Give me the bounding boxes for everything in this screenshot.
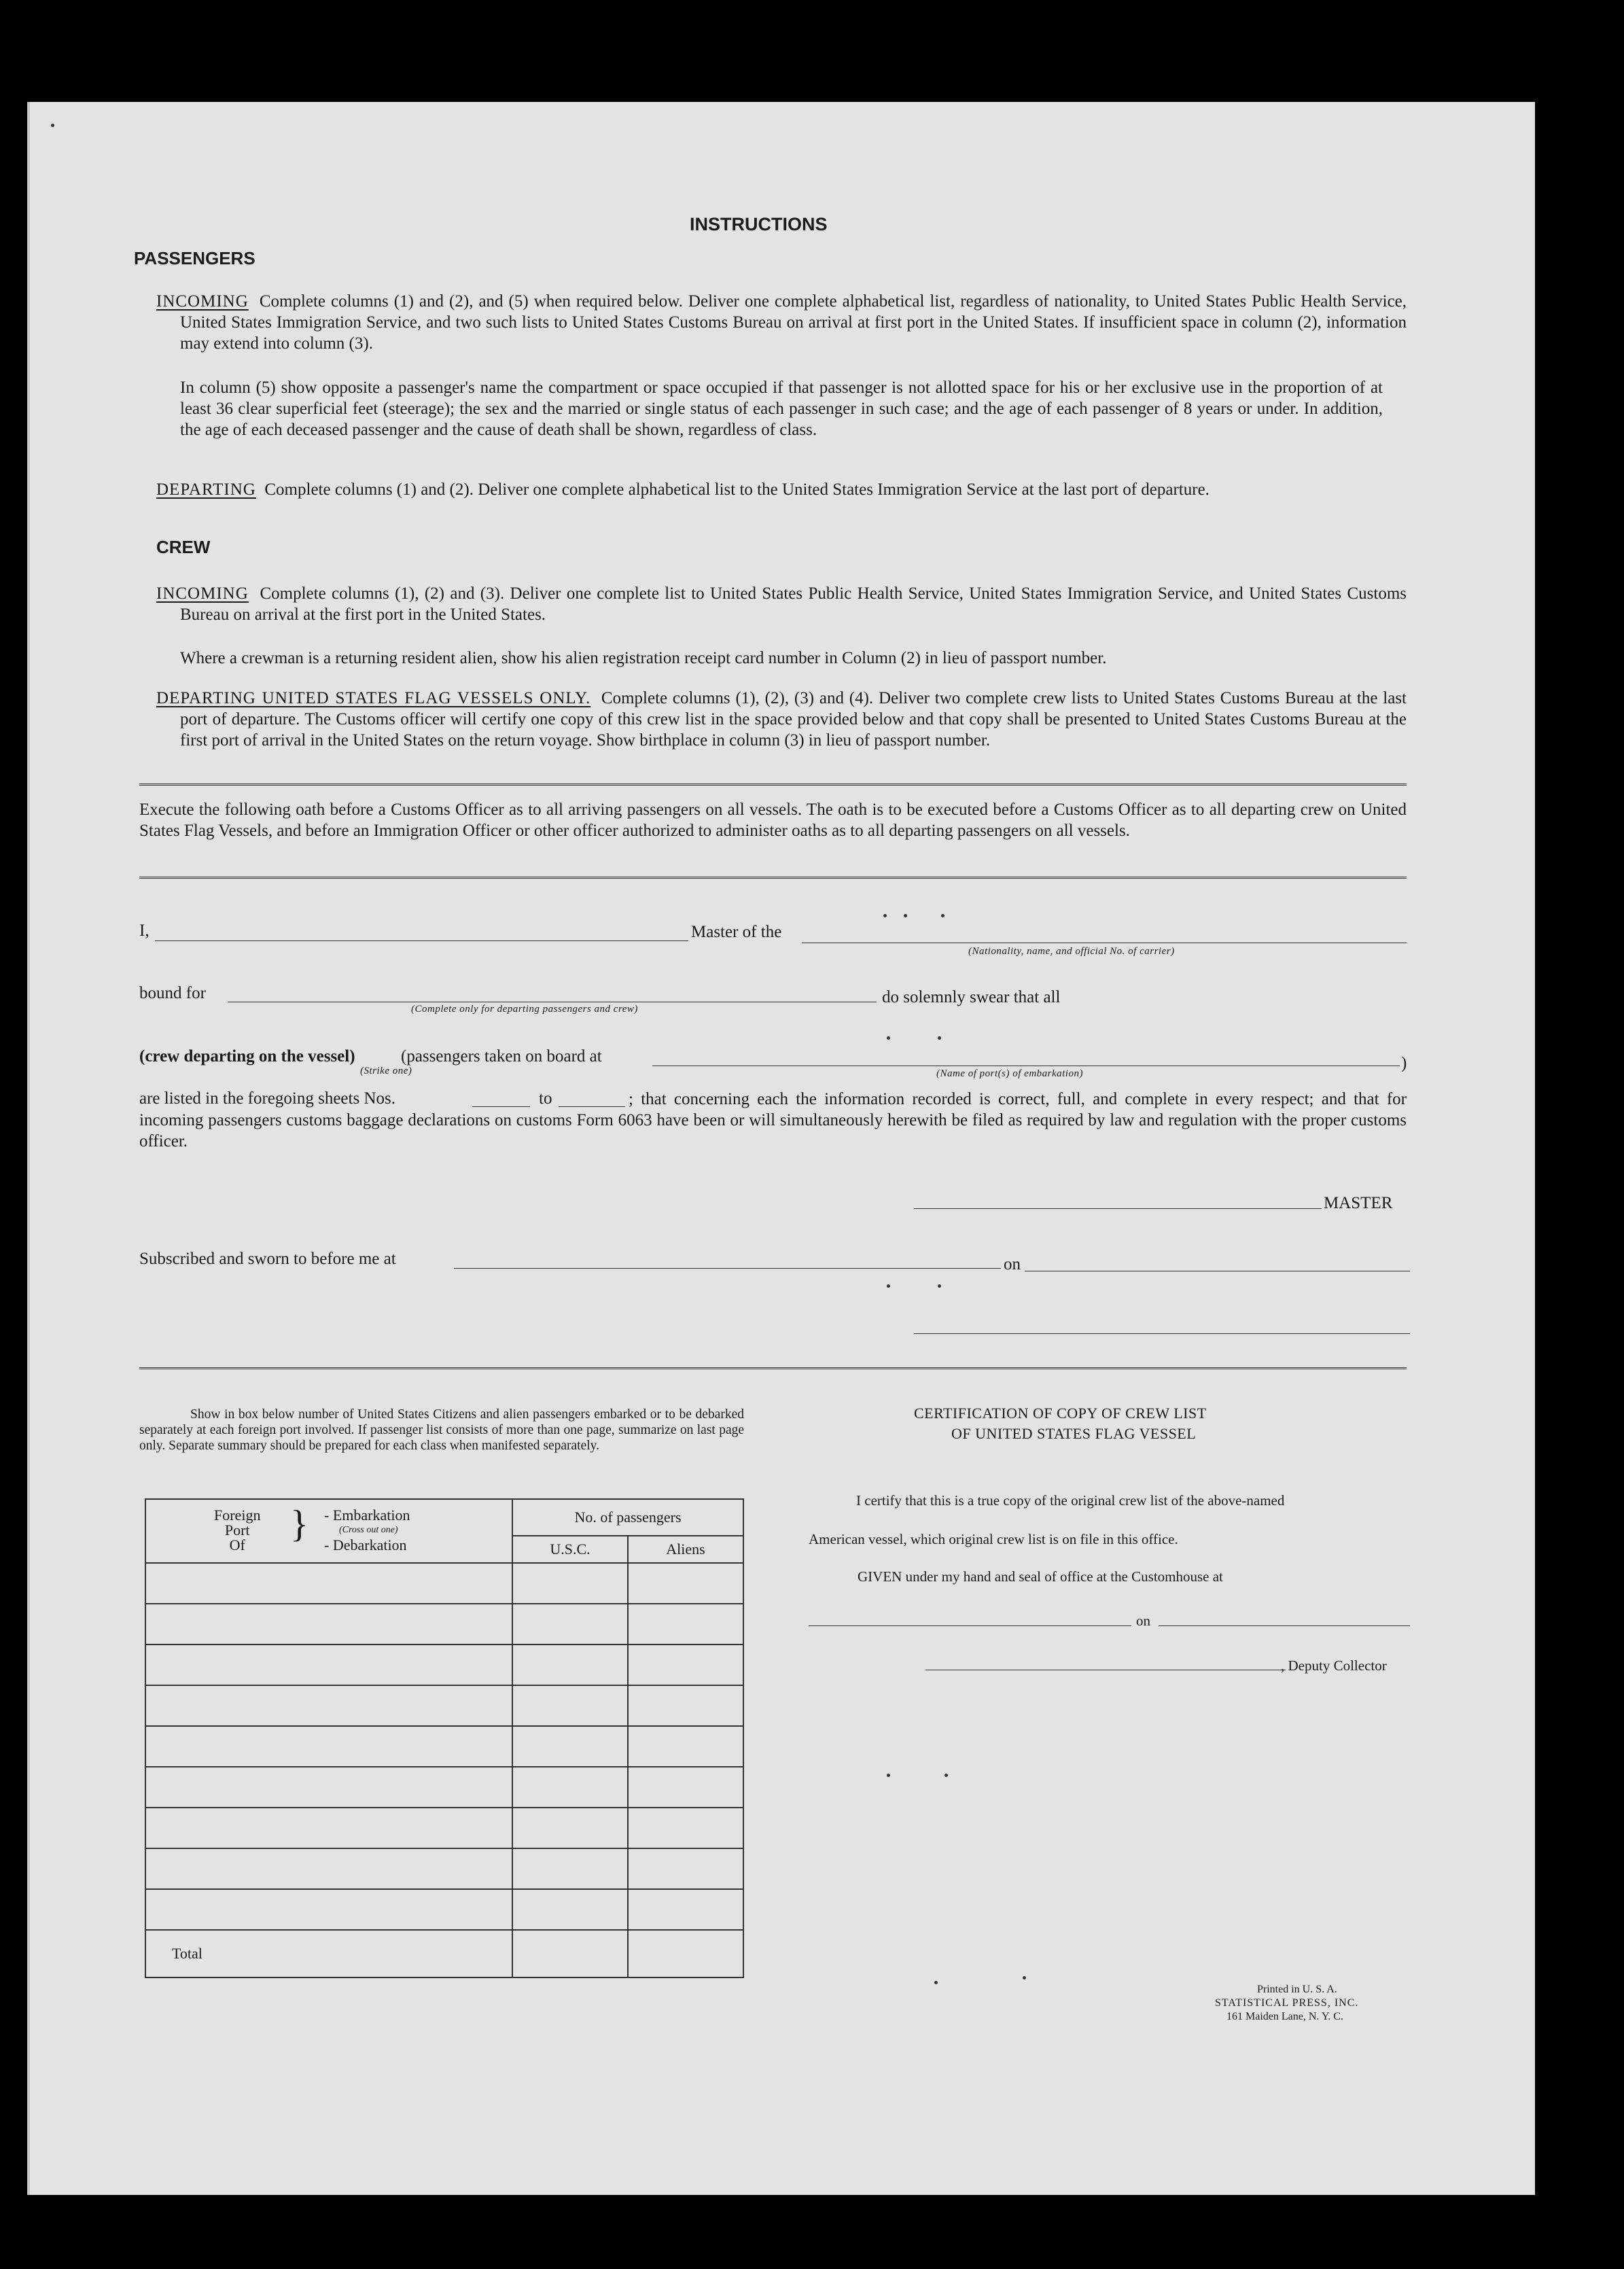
aliens-cell[interactable]: [628, 1848, 743, 1889]
given-text: GIVEN under my hand and seal of office at the Customhouse at: [858, 1568, 1223, 1585]
crew-incoming-label: INCOMING: [156, 584, 249, 603]
of-label: Of: [229, 1536, 245, 1553]
usc-cell[interactable]: [512, 1644, 628, 1685]
aliens-header: Aliens: [628, 1536, 743, 1563]
scan-speck: [904, 914, 907, 917]
port-cell[interactable]: [145, 1685, 512, 1726]
passengers-departing-paragraph: [156, 479, 1407, 500]
scan-speck: [1023, 1976, 1026, 1980]
port-cell[interactable]: [145, 1604, 512, 1644]
close-paren: ): [1401, 1054, 1407, 1072]
aliens-cell[interactable]: [628, 1889, 743, 1930]
usc-cell[interactable]: [512, 1685, 628, 1726]
scan-speck: [945, 1774, 948, 1777]
scan-speck: [887, 1774, 890, 1777]
scan-speck: [938, 1284, 941, 1288]
passengers-incoming-label: INCOMING: [156, 292, 249, 311]
port-cell[interactable]: [145, 1563, 512, 1604]
embarkation-label[interactable]: - Embarkation: [324, 1507, 410, 1524]
column5-paragraph: In column (5) show opposite a passenger's name the compartment or space occupied if that passenger is not allotted space for his or her exclusive use in the proportion of at least 36 clear superficial feet (steerage); the sex and the married or single status of each passenger in such case; and the age of each passenger of 8 years or under. In addition, the age of each deceased passenger and the cause of death shall be shown, regardless of class.: [180, 379, 1383, 439]
page-title: INSTRUCTIONS: [690, 214, 828, 234]
printer-line1: Printed in U. S. A.: [1257, 1984, 1337, 1995]
crew-departing-option[interactable]: (crew departing on the vessel): [139, 1047, 355, 1066]
usc-total-cell[interactable]: [512, 1930, 628, 1977]
aliens-cell[interactable]: [628, 1767, 743, 1808]
listed-text-continued: ; that concerning each the information recorded is correct, full, and complete in every respect; and that for incoming passengers customs baggage declarations on customs Form 6063 have been or will simultaneously herewith be filed as required by law and regulation with the proper customs officer.: [139, 1090, 1407, 1150]
aliens-total-cell[interactable]: [628, 1930, 743, 1977]
certify-line2: American vessel, which original crew list is on file in this office.: [809, 1531, 1178, 1547]
divider: [139, 1367, 1407, 1372]
usc-cell[interactable]: [512, 1563, 628, 1604]
cross-out-caption: (Cross out one): [339, 1525, 398, 1535]
port-cell[interactable]: [145, 1644, 512, 1685]
port-cell[interactable]: [145, 1889, 512, 1930]
printer-line3: 161 Maiden Lane, N. Y. C.: [1226, 2011, 1343, 2022]
crew-departing-label: DEPARTING UNITED STATES FLAG VESSELS ONLY.: [156, 689, 591, 707]
debarkation-label[interactable]: - Debarkation: [324, 1536, 407, 1553]
scan-speck: [887, 1284, 890, 1288]
master-signature-field[interactable]: [914, 1208, 1322, 1209]
scan-speck: [934, 1981, 938, 1984]
passengers-taken-option[interactable]: (passengers taken on board at: [401, 1047, 602, 1066]
officer-signature-field[interactable]: [914, 1333, 1410, 1334]
passengers-incoming-text: Complete columns (1) and (2), and (5) when required below. Deliver one complete alphabetical list, regardless of nationality, to United States Public Health Service, United States Immigration Service, and two such lists to United States Customs Bureau on arrival at first port in the United States. If insufficient space in column (2), information may extend into column (3).: [180, 292, 1407, 353]
master-of-the-label: Master of the: [691, 923, 782, 941]
bound-for-label: bound for: [139, 984, 206, 1002]
oath-instruction: Execute the following oath before a Customs Officer as to all arriving passengers on all vessels. The oath is to be executed before a Customs Officer as to all departing crew on United States Flag Vessels, and before an Immigration Officer or other officer authorized to administer oaths as to all departing passengers on all vessels.: [139, 801, 1407, 840]
passengers-departing-text: Complete columns (1) and (2). Deliver one complete alphabetical list to the United States Immigration Service at the last port of departure.: [264, 480, 1210, 499]
cert-on-label: on: [1136, 1613, 1150, 1629]
scan-speck: [938, 1036, 941, 1040]
usc-cell[interactable]: [512, 1726, 628, 1767]
passengers-departing-label: DEPARTING: [156, 480, 256, 499]
sworn-place-field[interactable]: [454, 1268, 1001, 1269]
crew-heading: CREW: [156, 537, 211, 557]
passenger-summary-table: [145, 1498, 744, 1978]
summary-instruction: Show in box below number of United States Citizens and alien passengers embarked or to be debarked separately at each foreign port involved. If passenger list consists of more than one page, summarize on last page only. Separate summary should be prepared for each class when manifested separately.: [139, 1407, 744, 1453]
foreign-label: Foreign: [214, 1507, 261, 1524]
master-label: MASTER: [1324, 1194, 1393, 1212]
port-cell[interactable]: [145, 1808, 512, 1848]
scan-speck: [941, 914, 945, 917]
usc-cell[interactable]: [512, 1848, 628, 1889]
crew-departing-text: Complete columns (1), (2), (3) and (4). Deliver two complete crew lists to United States Customs Bureau at the last port of departure. The Customs officer will certify one copy of this crew list in the space provided below and that copy shall be presented to United States Customs Bureau at the first port of arrival in the United States on the return voyage. Show birthplace in column (3) in lieu of passport number.: [180, 689, 1407, 750]
scan-speck: [883, 914, 887, 917]
divider: [139, 877, 1407, 881]
master-name-field[interactable]: [155, 940, 688, 941]
aliens-cell[interactable]: [628, 1604, 743, 1644]
strike-one-caption: (Strike one): [360, 1066, 412, 1076]
scan-speck: [51, 124, 54, 127]
cert-date-field[interactable]: [1159, 1625, 1410, 1626]
aliens-cell[interactable]: [628, 1808, 743, 1848]
certification-title-line2: OF UNITED STATES FLAG VESSEL: [951, 1425, 1197, 1442]
swear-text: do solemnly swear that all: [882, 988, 1061, 1006]
usc-cell[interactable]: [512, 1808, 628, 1848]
on-label: on: [1004, 1255, 1021, 1273]
to-label: to: [539, 1089, 552, 1108]
port-cell[interactable]: [145, 1767, 512, 1808]
aliens-cell[interactable]: [628, 1563, 743, 1604]
oath-i: I,: [139, 921, 149, 940]
ports-caption: (Name of port(s) of embarkation): [936, 1068, 1083, 1079]
port-cell[interactable]: [145, 1726, 512, 1767]
no-of-passengers-header: No. of passengers: [512, 1499, 743, 1536]
passengers-incoming-paragraph: [156, 291, 1407, 354]
aliens-cell[interactable]: [628, 1685, 743, 1726]
crew-returning-paragraph: Where a crewman is a returning resident alien, show his alien registration receipt card number in Column (2) in lieu of passport number.: [180, 649, 1107, 667]
printer-line2: STATISTICAL PRESS, INC.: [1215, 1997, 1359, 2009]
port-cell[interactable]: [145, 1848, 512, 1889]
divider: [139, 784, 1407, 788]
crew-incoming-paragraph: [156, 583, 1407, 625]
passengers-heading: PASSENGERS: [134, 248, 255, 268]
bound-for-caption: (Complete only for departing passengers and crew): [411, 1004, 638, 1015]
usc-cell[interactable]: [512, 1889, 628, 1930]
usc-cell[interactable]: [512, 1604, 628, 1644]
deputy-collector-label: , Deputy Collector: [1281, 1657, 1387, 1674]
aliens-cell[interactable]: [628, 1726, 743, 1767]
brace-icon: }: [290, 1503, 308, 1545]
scan-speck: [887, 1036, 890, 1040]
port-header: [145, 1499, 512, 1563]
crew-incoming-text: Complete columns (1), (2) and (3). Deliver one complete list to United States Public Health Service, United States Immigration Service, and United States Customs Bureau on arrival at the first port in the United States.: [180, 584, 1407, 624]
total-label: Total: [145, 1930, 512, 1977]
customhouse-field[interactable]: [809, 1625, 1131, 1626]
usc-cell[interactable]: [512, 1767, 628, 1808]
aliens-cell[interactable]: [628, 1644, 743, 1685]
certification-title-line1: CERTIFICATION OF COPY OF CREW LIST: [914, 1405, 1207, 1422]
port-label: Port: [224, 1522, 250, 1538]
certify-line1: I certify that this is a true copy of the original crew list of the above-named: [856, 1492, 1285, 1509]
subscribed-label: Subscribed and sworn to before me at: [139, 1250, 396, 1268]
listed-text: are listed in the foregoing sheets Nos.: [139, 1089, 395, 1108]
carrier-caption: (Nationality, name, and official No. of carrier): [968, 946, 1175, 957]
usc-header: U.S.C.: [512, 1536, 628, 1563]
crew-departing-paragraph: [156, 688, 1407, 751]
